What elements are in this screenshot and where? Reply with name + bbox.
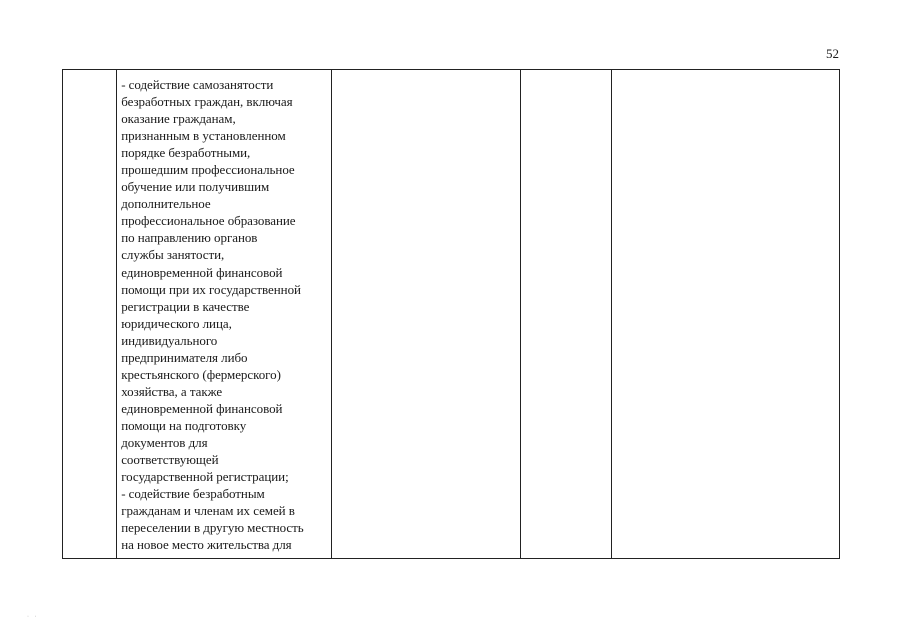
text-line: прошедшим профессиональное: [121, 162, 295, 178]
text-line: предпринимателя либо: [121, 349, 248, 365]
table-cell-empty-3: [332, 70, 521, 559]
table-cell-empty-4: [520, 70, 611, 559]
text-line: документов для: [121, 434, 208, 450]
text-line: индивидуального: [121, 332, 218, 348]
text-line: хозяйства, а также: [121, 383, 223, 399]
text-line: по направлению органов: [121, 230, 258, 246]
table-cell-empty-5: [612, 70, 840, 559]
table-row: [63, 70, 840, 559]
text-line: на новое место жительства для: [121, 537, 292, 553]
text-line: - содействие безработным: [121, 486, 265, 502]
text-line: государственной регистрации;: [121, 469, 289, 485]
text-line: профессиональное образование: [121, 213, 296, 229]
text-line: помощи при их государственной: [121, 281, 301, 297]
table-cell-number: [63, 70, 117, 559]
text-line: переселении в другую местность: [121, 520, 304, 536]
table-cell-measures: [117, 70, 332, 559]
text-line: оказание гражданам,: [121, 111, 236, 127]
text-line: признанным в установленном: [121, 128, 286, 144]
text-line: безработных граждан, включая: [121, 94, 293, 110]
text-line: крестьянского (фермерского): [121, 366, 281, 382]
text-line: порядке безработными,: [121, 145, 251, 161]
document-table: [62, 69, 840, 559]
text-line: службы занятости,: [121, 247, 225, 263]
text-line: юридического лица,: [121, 315, 232, 331]
text-line: единовременной финансовой: [121, 264, 283, 280]
text-line: гражданам и членам их семей в: [121, 503, 295, 519]
page-number: 52: [826, 46, 839, 61]
scan-speck: · ·: [27, 614, 39, 620]
text-line: - содействие самозанятости: [121, 77, 274, 92]
text-line: помощи на подготовку: [121, 417, 247, 433]
text-line: регистрации в качестве: [121, 298, 250, 314]
text-line: единовременной финансовой: [121, 400, 283, 416]
text-line: соответствующей: [121, 452, 219, 468]
text-line: дополнительное: [121, 196, 211, 212]
text-line: обучение или получившим: [121, 179, 270, 195]
measures-text: [121, 76, 328, 553]
